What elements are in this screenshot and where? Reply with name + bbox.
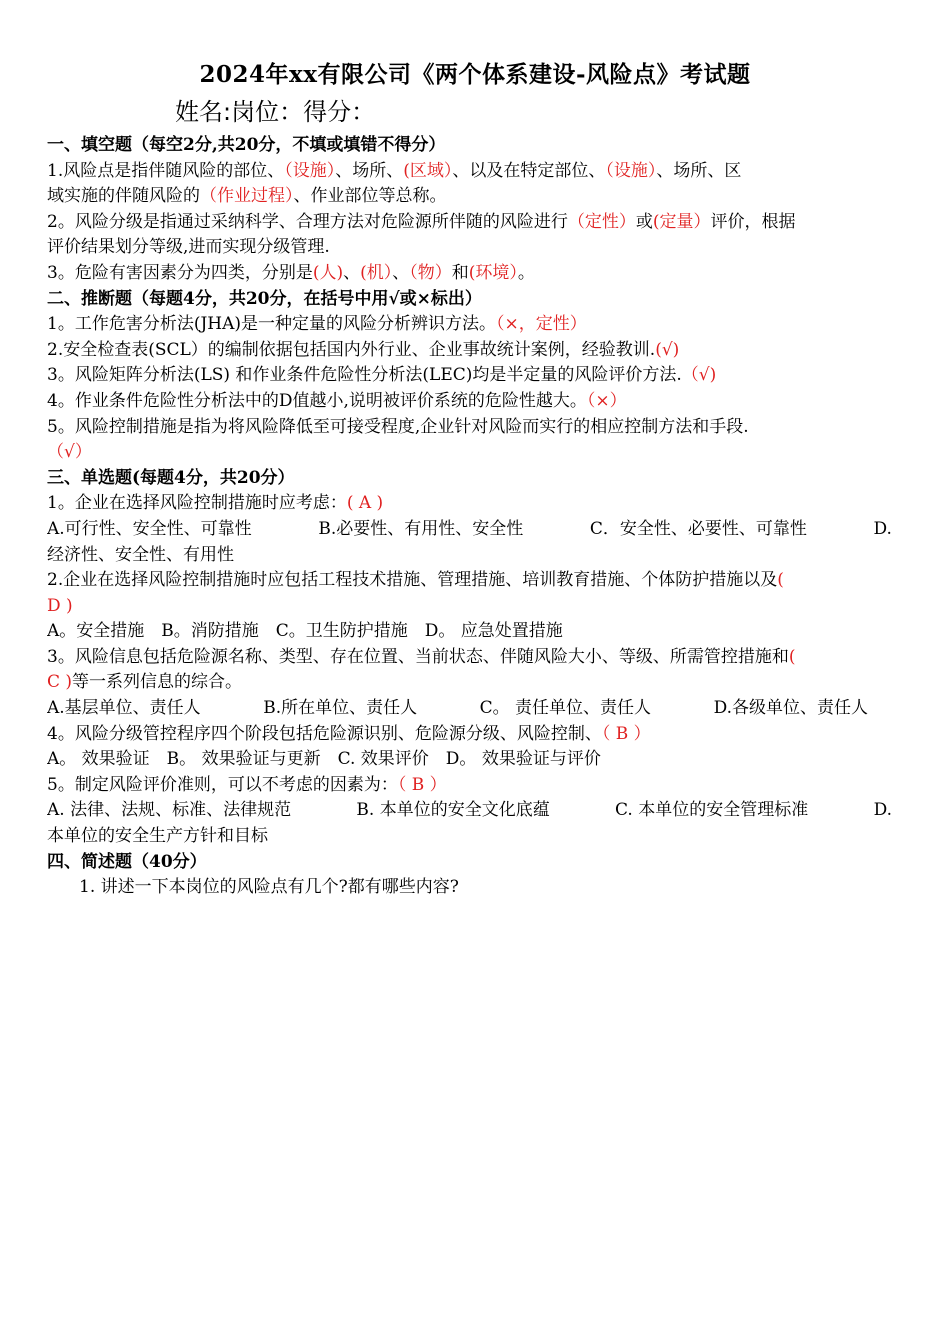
option-d: D.各级单位、责任人 [713, 698, 868, 719]
option-c: C。 责任单位、责任人 [479, 698, 652, 719]
choice-question-5-options [47, 798, 892, 824]
question-text: 1。工作危害分析法(JHA)是一种定量的风险分析辨识方法。 [47, 314, 496, 335]
question-text: 域实施的伴随风险的 [47, 186, 200, 207]
answer-text: ( [788, 646, 796, 667]
answer-text: （ B ） [601, 723, 651, 744]
candidate-info-line: 姓名:岗位：得分： [175, 98, 376, 126]
answer-text: （×，定性） [496, 314, 587, 335]
page-title: 2024年xx有限公司《两个体系建设-风险点》考试题 [199, 61, 751, 88]
question-text: 1.风险点是指伴随风险的部位、 [47, 160, 285, 181]
option-b: B. 本单位的安全文化底蕴 [356, 800, 550, 821]
question-text: 5。制定风险评价准则，可以不考虑的因素为： [47, 774, 398, 795]
question-text: 。 [517, 262, 535, 283]
answer-text: (机） [360, 262, 393, 283]
answer-text: (定量） [652, 211, 711, 232]
judge-question-4 [47, 389, 892, 415]
choice-question-4-options: A。 效果验证 B。 效果验证与更新 C. 效果评价 D。 效果验证与评价 [47, 749, 601, 770]
question-text: 、以及在特定部位、 [452, 160, 606, 181]
section1-heading: 一、填空题（每空2分,共20分，不填或填错不得分） [47, 135, 446, 155]
section4-heading: 四、简述题（40分） [47, 851, 207, 872]
option-a: A. 法律、法规、标准、法律规范 [47, 800, 292, 821]
choice-question-3-stem [47, 645, 892, 671]
choice-question-2-stem [47, 568, 892, 594]
question-text: 、 [392, 262, 410, 283]
answer-text: （物） [409, 262, 452, 283]
answer-text: C ) [47, 672, 73, 693]
question-text: 、 [343, 262, 361, 283]
choice-question-5-option-d: 本单位的安全生产方针和目标 [47, 826, 268, 847]
option-a: A.可行性、安全性、可靠性 [47, 518, 252, 539]
fill-question-1-line-2 [47, 184, 892, 210]
question-text: 、作业部位等总称。 [293, 186, 447, 207]
answer-text: （作业过程） [200, 186, 294, 207]
option-c: C. 本单位的安全管理标准 [615, 800, 809, 821]
choice-question-3-stem-cont [47, 670, 892, 696]
choice-question-1-options [47, 517, 892, 543]
answer-text: （设施） [605, 160, 657, 181]
option-b: B.必要性、有用性、安全性 [318, 518, 524, 539]
question-text: 3。风险信息包括危险源名称、类型、存在位置、当前状态、伴随风险大小、等级、所需管控措施和 [47, 646, 789, 667]
question-text: 2。风险分级是指通过采纳科学、合理方法对危险源所伴随的风险进行 [47, 211, 568, 232]
question-text: 等一系列信息的综合。 [72, 672, 243, 693]
judge-question-1 [47, 312, 892, 338]
question-text: 和 [451, 262, 469, 283]
option-a: A.基层单位、责任人 [47, 698, 201, 719]
choice-question-3-options [47, 696, 892, 722]
question-text: 、场所、区 [656, 160, 742, 181]
option-d-label: D. [873, 518, 892, 539]
answer-text: (区域） [403, 160, 453, 181]
question-text: 或 [635, 211, 653, 232]
choice-question-2-options: A。安全措施 B。消防措施 C。卫生防护措施 D。 应急处置措施 [47, 621, 563, 642]
question-text: 3。危险有害因素分为四类，分别是 [47, 262, 313, 283]
judge-question-3 [47, 363, 892, 389]
choice-question-1-option-d: 经济性、安全性、有用性 [47, 544, 234, 565]
question-text: 1。企业在选择风险控制措施时应考虑： [47, 493, 347, 514]
question-text: 3。风险矩阵分析法(LS) 和作业条件危险性分析法(LEC)均是半定量的风险评价方法. [47, 365, 682, 386]
judge-question-5-answer: （√） [47, 442, 92, 463]
choice-question-4-stem [47, 722, 892, 748]
option-c: C．安全性、必要性、可靠性 [589, 518, 807, 539]
question-text: 2.企业在选择风险控制措施时应包括工程技术措施、管理措施、培训教育措施、个体防护措施以及 [47, 570, 778, 591]
answer-text: （×） [586, 390, 627, 411]
fill-question-1-line-1 [47, 159, 892, 185]
answer-text: （定性） [567, 211, 636, 232]
question-text: 、场所、 [335, 160, 404, 181]
exam-content [47, 133, 892, 901]
answer-text: (环境） [468, 262, 518, 283]
question-text: 4。风险分级管控程序四个阶段包括危险源识别、危险源分级、风险控制、 [47, 723, 602, 744]
choice-question-2-answer: D ) [47, 595, 73, 616]
choice-question-5-stem [47, 773, 892, 799]
answer-text: （√) [681, 365, 717, 386]
fill-question-2-line-2: 评价结果划分等级,进而实现分级管理. [47, 237, 330, 258]
essay-question-1: 1. 讲述一下本岗位的风险点有几个?都有哪些内容? [79, 877, 459, 898]
section2-heading: 二、推断题（每题4分，共20分，在括号中用√或×标出） [47, 288, 482, 309]
answer-text: (人) [312, 262, 344, 283]
answer-text: （设施） [284, 160, 336, 181]
judge-question-5: 5。风险控制措施是指为将风险降低至可接受程度,企业针对风险而实行的相应控制方法和手段. [47, 416, 749, 437]
question-text: 评价，根据 [710, 211, 796, 232]
fill-question-2-line-1 [47, 210, 892, 236]
answer-text: (√) [655, 339, 680, 360]
section3-heading: 三、单选题(每题4分，共20分） [47, 467, 295, 488]
judge-question-2 [47, 338, 892, 364]
question-text: 4。作业条件危险性分析法中的D值越小,说明被评价系统的危险性越大。 [47, 390, 587, 411]
question-text: 2.安全检查表(SCL）的编制依据包括国内外行业、企业事故统计案例，经验教训. [47, 339, 656, 360]
choice-question-1-stem [47, 491, 892, 517]
fill-question-3 [47, 261, 892, 287]
answer-text: ( [777, 570, 784, 591]
answer-text: ( A ) [346, 493, 384, 514]
option-b: B.所在单位、责任人 [263, 698, 418, 719]
option-d-label: D. [873, 800, 892, 821]
answer-text: （ B ） [397, 774, 447, 795]
